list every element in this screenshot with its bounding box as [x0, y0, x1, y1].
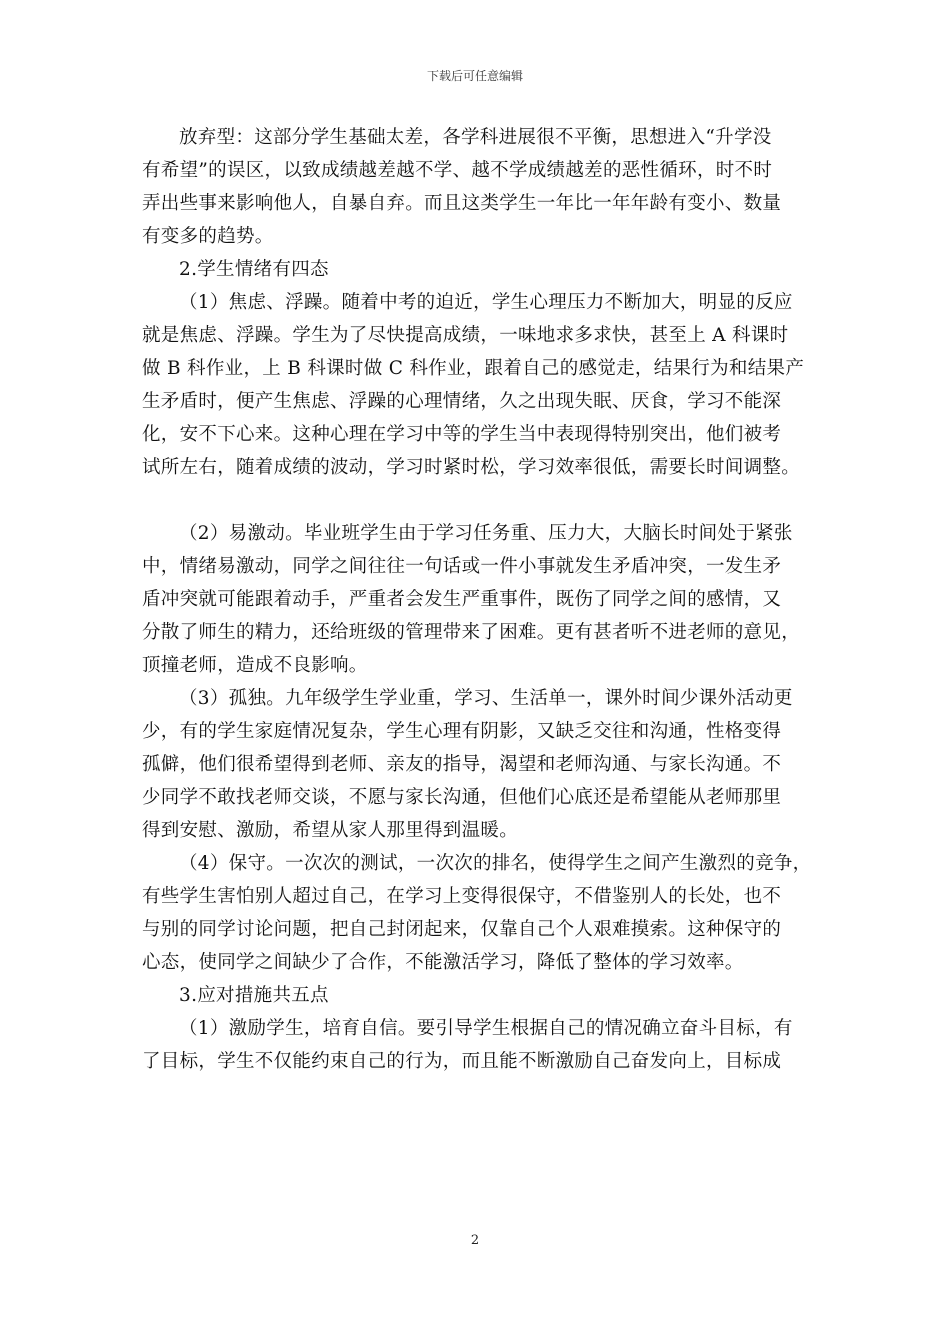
heading-line: 2.学生情绪有四态 — [179, 259, 329, 280]
text-line: 顶撞老师，造成不良影响。 — [142, 655, 368, 676]
text-line: 有变多的趋势。 — [142, 226, 274, 247]
text-line: 就是焦虑、浮躁。学生为了尽快提高成绩，一味地求多求快，甚至上 A 科课时 — [142, 325, 789, 346]
paragraph-abandon-type — [142, 121, 810, 253]
text-line: 有些学生害怕别人超过自己，在学习上变得很保守，不借鉴别人的长处，也不 — [142, 886, 782, 907]
text-line: 得到安慰、激励，希望从家人那里得到温暖。 — [142, 820, 519, 841]
paragraph-lonely — [142, 682, 810, 847]
text-line: 孤僻，他们很希望得到老师、亲友的指导，渴望和老师沟通、与家长沟通。不 — [142, 754, 782, 775]
section-heading-measures — [142, 979, 810, 1012]
text-line: （3）孤独。九年级学生学业重，学习、生活单一，课外时间少课外活动更 — [179, 688, 793, 709]
paragraph-conservative — [142, 847, 810, 979]
text-line: （4）保守。一次次的测试，一次次的排名，使得学生之间产生激烈的竞争， — [179, 853, 812, 874]
text-line: 弄出些事来影响他人，自暴自弃。而且这类学生一年比一年年龄有变小、数量 — [142, 193, 782, 214]
text-line: （1）焦虑、浮躁。随着中考的迫近，学生心理压力不断加大，明显的反应 — [179, 292, 793, 313]
text-line: 了目标，学生不仅能约束自己的行为，而且能不断激励自己奋发向上，目标成 — [142, 1051, 782, 1072]
section-heading-emotions — [142, 253, 810, 286]
page-number: 2 — [470, 1233, 480, 1248]
blank-line — [142, 484, 810, 517]
page-header: 下载后可任意编辑 — [426, 69, 523, 83]
text-line: 放弃型：这部分学生基础太差，各学科进展很不平衡，思想进入“升学没 — [179, 127, 772, 148]
text-line: 少同学不敢找老师交谈，不愿与家长沟通，但他们心底还是希望能从老师那里 — [142, 787, 782, 808]
text-line: 有希望”的误区，以致成绩越差越不学、越不学成绩越差的恶性循环，时不时 — [142, 160, 773, 181]
text-line: 生矛盾时，便产生焦虑、浮躁的心理情绪，久之出现失眠、厌食，学习不能深 — [142, 391, 782, 412]
paragraph-excitable — [142, 517, 810, 682]
paragraph-anxiety — [142, 286, 810, 484]
heading-line: 3.应对措施共五点 — [179, 985, 329, 1006]
text-line: 做 B 科作业，上 B 科课时做 C 科作业，跟着自己的感觉走，结果行为和结果产 — [142, 358, 805, 379]
text-line: 分散了师生的精力，还给班级的管理带来了困难。更有甚者听不进老师的意见， — [142, 622, 801, 643]
text-line: 中，情绪易激动，同学之间往往一句话或一件小事就发生矛盾冲突，一发生矛 — [142, 556, 782, 577]
text-line: （2）易激动。毕业班学生由于学习任务重、压力大，大脑长时间处于紧张 — [179, 523, 793, 544]
text-line: 化，安不下心来。这种心理在学习中等的学生当中表现得特别突出，他们被考 — [142, 424, 782, 445]
text-line: 试所左右，随着成绩的波动，学习时紧时松，学习效率很低，需要长时间调整。 — [142, 457, 801, 478]
text-line: 盾冲突就可能跟着动手，严重者会发生严重事件，既伤了同学之间的感情，又 — [142, 589, 782, 610]
text-line: 心态，使同学之间缺少了合作，不能激活学习，降低了整体的学习效率。 — [142, 952, 744, 973]
text-line: （1）激励学生，培育自信。要引导学生根据自己的情况确立奋斗目标，有 — [179, 1018, 793, 1039]
text-line: 与别的同学讨论问题，把自己封闭起来，仅靠自己个人艰难摸索。这种保守的 — [142, 919, 782, 940]
document-body — [142, 121, 810, 1078]
text-line: 少，有的学生家庭情况复杂，学生心理有阴影，又缺乏交往和沟通，性格变得 — [142, 721, 782, 742]
paragraph-encourage — [142, 1012, 810, 1078]
